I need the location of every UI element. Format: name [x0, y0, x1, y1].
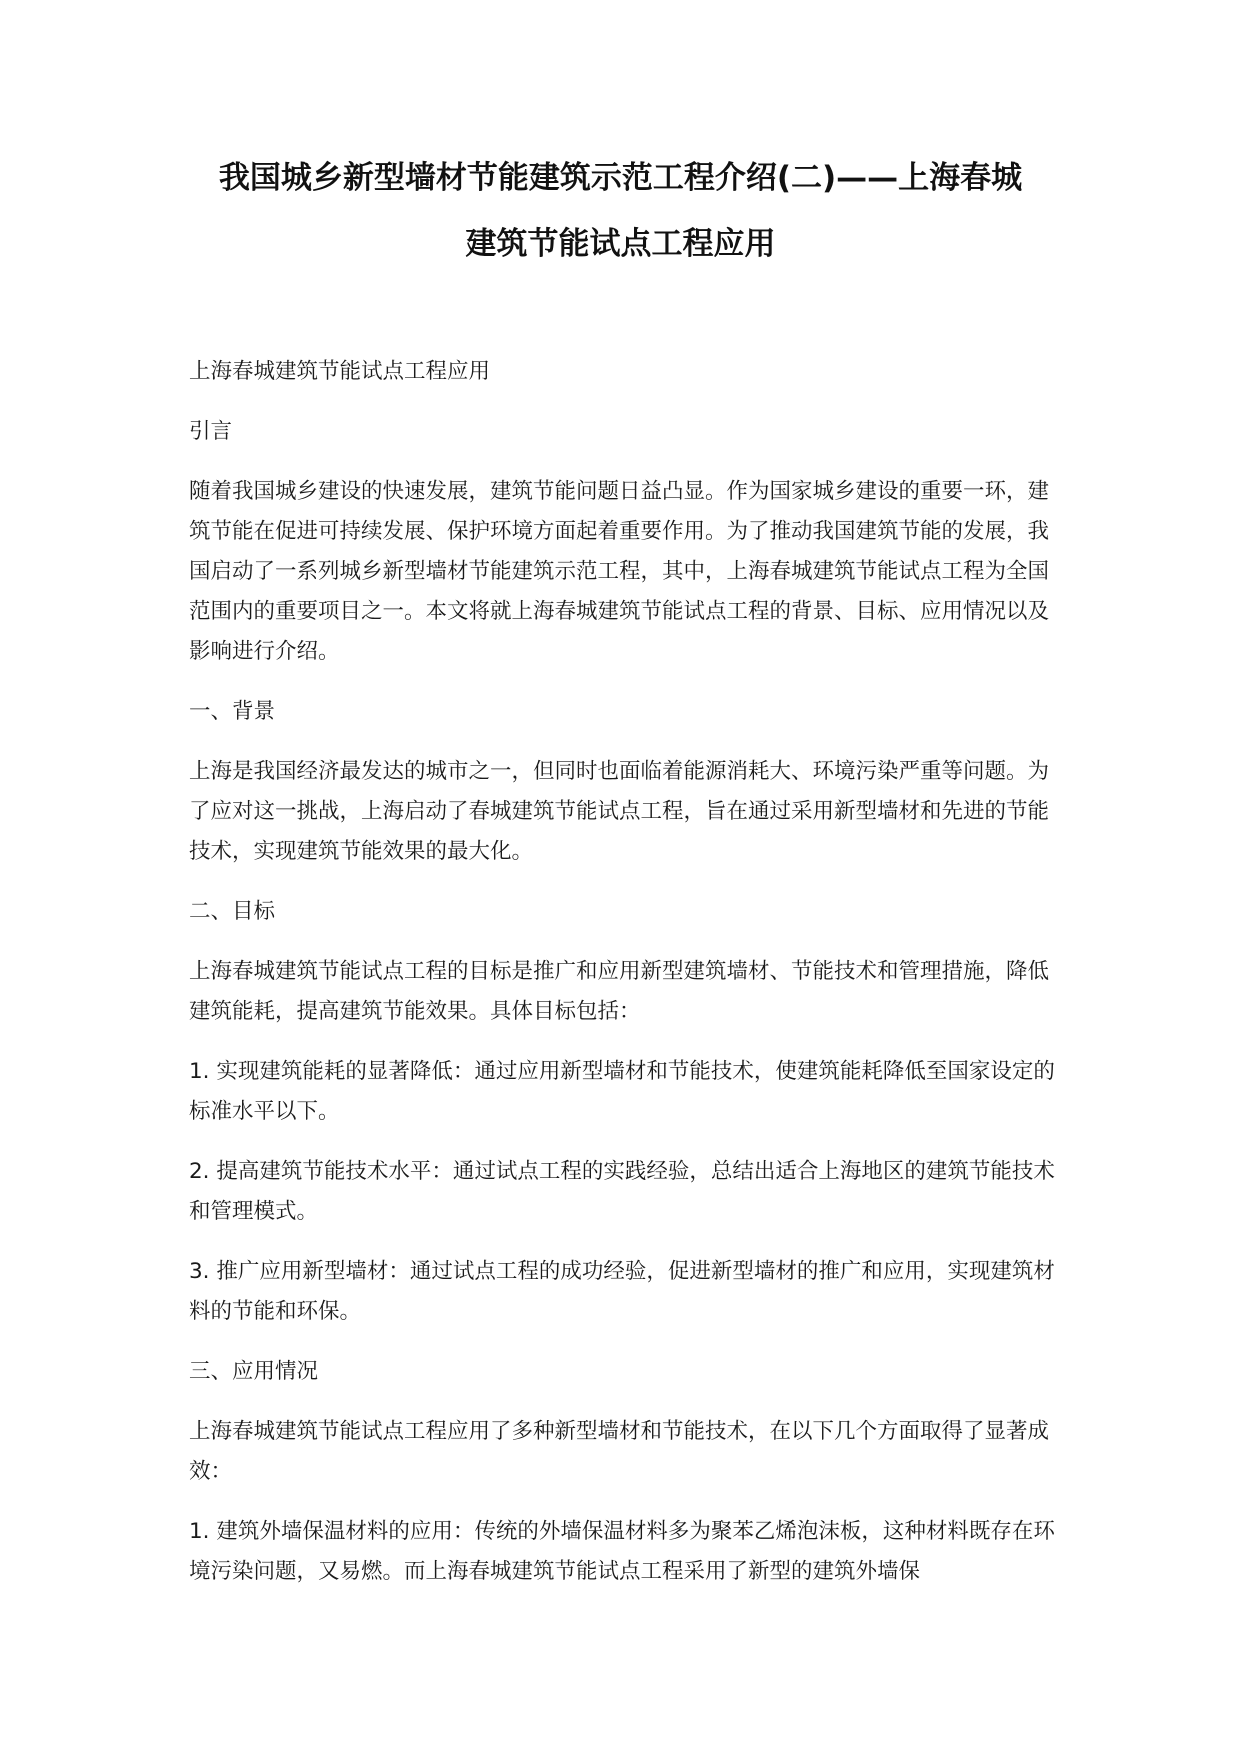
document-body — [189, 352, 1069, 1612]
goals-paragraph: 上海春城建筑节能试点工程的目标是推广和应用新型建筑墙材、节能技术和管理措施，降低建筑能耗，提高建筑节能效果。具体目标包括： — [189, 959, 1050, 1024]
goal-item-3: 3. 推广应用新型墙材：通过试点工程的成功经验，促进新型墙材的推广和应用，实现建筑材料的节能和环保。 — [189, 1259, 1055, 1324]
background-paragraph: 上海是我国经济最发达的城市之一，但同时也面临着能源消耗大、环境污染严重等问题。为了应对这一挑战，上海启动了春城建筑节能试点工程，旨在通过采用新型墙材和先进的节能技术，实现建筑节能效果的最大化。 — [189, 759, 1050, 864]
section-heading-background: 一、背景 — [189, 699, 276, 724]
application-paragraph: 上海春城建筑节能试点工程应用了多种新型墙材和节能技术，在以下几个方面取得了显著成效： — [189, 1419, 1050, 1484]
goal-item-1: 1. 实现建筑能耗的显著降低：通过应用新型墙材和节能技术，使建筑能耗降低至国家设定的标准水平以下。 — [189, 1059, 1055, 1124]
application-item-1: 1. 建筑外墙保温材料的应用：传统的外墙保温材料多为聚苯乙烯泡沫板，这种材料既存在环境污染问题，又易燃。而上海春城建筑节能试点工程采用了新型的建筑外墙保 — [189, 1519, 1055, 1584]
section-heading-goals: 二、目标 — [189, 899, 276, 924]
subtitle-paragraph: 上海春城建筑节能试点工程应用 — [189, 359, 491, 384]
section-heading-introduction: 引言 — [189, 419, 233, 444]
document-title-line-1: 我国城乡新型墙材节能建筑示范工程介绍(二)——上海春城 — [218, 160, 1023, 196]
introduction-paragraph: 随着我国城乡建设的快速发展，建筑节能问题日益凸显。作为国家城乡建设的重要一环，建筑节能在促进可持续发展、保护环境方面起着重要作用。为了推动我国建筑节能的发展，我国启动了一系列城乡新型墙材节能建筑示范工程，其中，上海春城建筑节能试点工程为全国范围内的重要项目之一。本文将就上海春城建筑节能试点工程的背景、目标、应用情况以及影响进行介绍。 — [189, 479, 1050, 664]
document-title-line-2: 建筑节能试点工程应用 — [465, 226, 776, 262]
section-heading-application: 三、应用情况 — [189, 1359, 319, 1384]
goal-item-2: 2. 提高建筑节能技术水平：通过试点工程的实践经验，总结出适合上海地区的建筑节能技术和管理模式。 — [189, 1159, 1055, 1224]
